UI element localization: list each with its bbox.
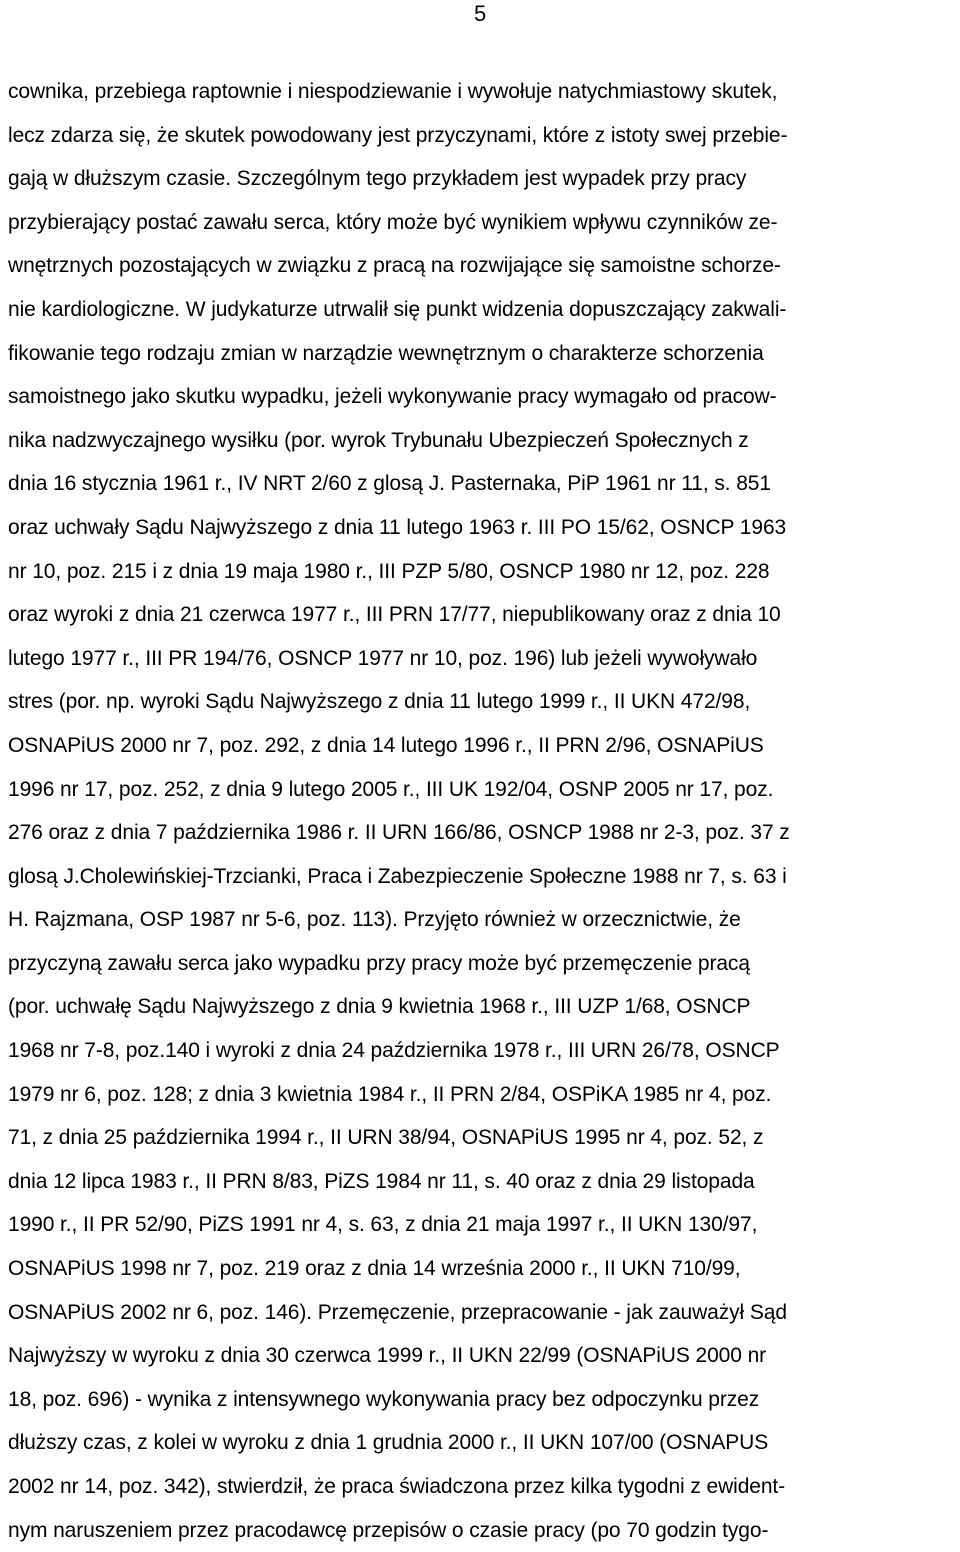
text-line: OSNAPiUS 2000 nr 7, poz. 292, z dnia 14 lutego 1996 r., II PRN 2/96, OSNAPiUS	[8, 733, 764, 757]
text-line: 276 oraz z dnia 7 października 1986 r. II URN 166/86, OSNCP 1988 nr 2-3, poz. 37 z	[8, 821, 790, 845]
text-line: 1996 nr 17, poz. 252, z dnia 9 lutego 2005 r., III UK 192/04, OSNP 2005 nr 17, poz.	[8, 777, 774, 801]
text-line: 2002 nr 14, poz. 342), stwierdził, że praca świadczona przez kilka tygodni z ewident-	[8, 1475, 786, 1498]
text-line: OSNAPiUS 2002 nr 6, poz. 146). Przemęczenie, przepracowanie - jak zauważył Sąd	[8, 1300, 787, 1324]
text-line: przybierający postać zawału serca, który może być wynikiem wpływu czynników ze-	[8, 210, 778, 234]
text-line: lecz zdarza się, że skutek powodowany jest przyczynami, które z istoty swej przebie-	[8, 123, 788, 147]
text-line: 1990 r., II PR 52/90, PiZS 1991 nr 4, s. 63, z dnia 21 maja 1997 r., II UKN 130/97,	[8, 1213, 758, 1237]
text-line: 71, z dnia 25 października 1994 r., II URN 38/94, OSNAPiUS 1995 nr 4, poz. 52, z	[8, 1126, 764, 1150]
page-number: 5	[474, 1, 487, 26]
text-line: oraz wyroki z dnia 21 czerwca 1977 r., III PRN 17/77, niepublikowany oraz z dnia 10	[8, 603, 781, 627]
text-line: H. Rajzmana, OSP 1987 nr 5-6, poz. 113). Przyjęto również w orzecznictwie, że	[8, 908, 741, 932]
text-line: 1979 nr 6, poz. 128; z dnia 3 kwietnia 1984 r., II PRN 2/84, OSPiKA 1985 nr 4, poz.	[8, 1082, 772, 1106]
text-line: nie kardiologiczne. W judykaturze utrwalił się punkt widzenia dopuszczający zakwali-	[8, 297, 787, 321]
text-line: nika nadzwyczajnego wysiłku (por. wyrok Trybunału Ubezpieczeń Społecznych z	[8, 428, 749, 452]
text-line: gają w dłuższym czasie. Szczególnym tego przykładem jest wypadek przy pracy	[8, 167, 747, 191]
text-line: nr 10, poz. 215 i z dnia 19 maja 1980 r., III PZP 5/80, OSNCP 1980 nr 12, poz. 228	[8, 559, 770, 583]
text-line: 18, poz. 696) - wynika z intensywnego wykonywania pracy bez odpoczynku przez	[8, 1387, 760, 1411]
text-line: lutego 1977 r., III PR 194/76, OSNCP 1977 nr 10, poz. 196) lub jeżeli wywoływało	[8, 646, 758, 670]
text-line: dnia 12 lipca 1983 r., II PRN 8/83, PiZS 1984 nr 11, s. 40 oraz z dnia 29 listopada	[8, 1169, 755, 1193]
text-line: samoistnego jako skutku wypadku, jeżeli wykonywanie pracy wymagało od pracow-	[8, 385, 777, 409]
text-line: glosą J.Cholewińskiej-Trzcianki, Praca i Zabezpieczenie Społeczne 1988 nr 7, s. 63 i	[8, 864, 787, 888]
text-line: dłuższy czas, z kolei w wyroku z dnia 1 grudnia 2000 r., II UKN 107/00 (OSNAPUS	[8, 1431, 769, 1455]
text-line: 1968 nr 7-8, poz.140 i wyroki z dnia 24 października 1978 r., III URN 26/78, OSNCP	[8, 1039, 780, 1063]
body-text	[8, 70, 958, 1552]
text-line: dnia 16 stycznia 1961 r., IV NRT 2/60 z glosą J. Pasternaka, PiP 1961 nr 11, s. 851	[8, 472, 771, 496]
text-line: fikowanie tego rodzaju zmian w narządzie wewnętrznym o charakterze schorzenia	[8, 341, 764, 365]
text-line: oraz uchwały Sądu Najwyższego z dnia 11 lutego 1963 r. III PO 15/62, OSNCP 1963	[8, 515, 787, 539]
text-line: cownika, przebiega raptownie i niespodziewanie i wywołuje natychmiastowy skutek,	[8, 80, 778, 103]
text-line: przyczyną zawału serca jako wypadku przy pracy może być przemęczenie pracą	[8, 951, 750, 975]
text-line: wnętrznych pozostających w związku z pracą na rozwijające się samoistne schorze-	[8, 254, 781, 278]
text-line: OSNAPiUS 1998 nr 7, poz. 219 oraz z dnia 14 września 2000 r., II UKN 710/99,	[8, 1257, 741, 1281]
text-line: stres (por. np. wyroki Sądu Najwyższego z dnia 11 lutego 1999 r., II UKN 472/98,	[8, 690, 751, 714]
text-line: Najwyższy w wyroku z dnia 30 czerwca 1999 r., II UKN 22/99 (OSNAPiUS 2000 nr	[8, 1344, 767, 1368]
text-line: nym naruszeniem przez pracodawcę przepisów o czasie pracy (po 70 godzin tygo-	[8, 1518, 769, 1542]
text-line: (por. uchwałę Sądu Najwyższego z dnia 9 kwietnia 1968 r., III UZP 1/68, OSNCP	[8, 995, 751, 1019]
